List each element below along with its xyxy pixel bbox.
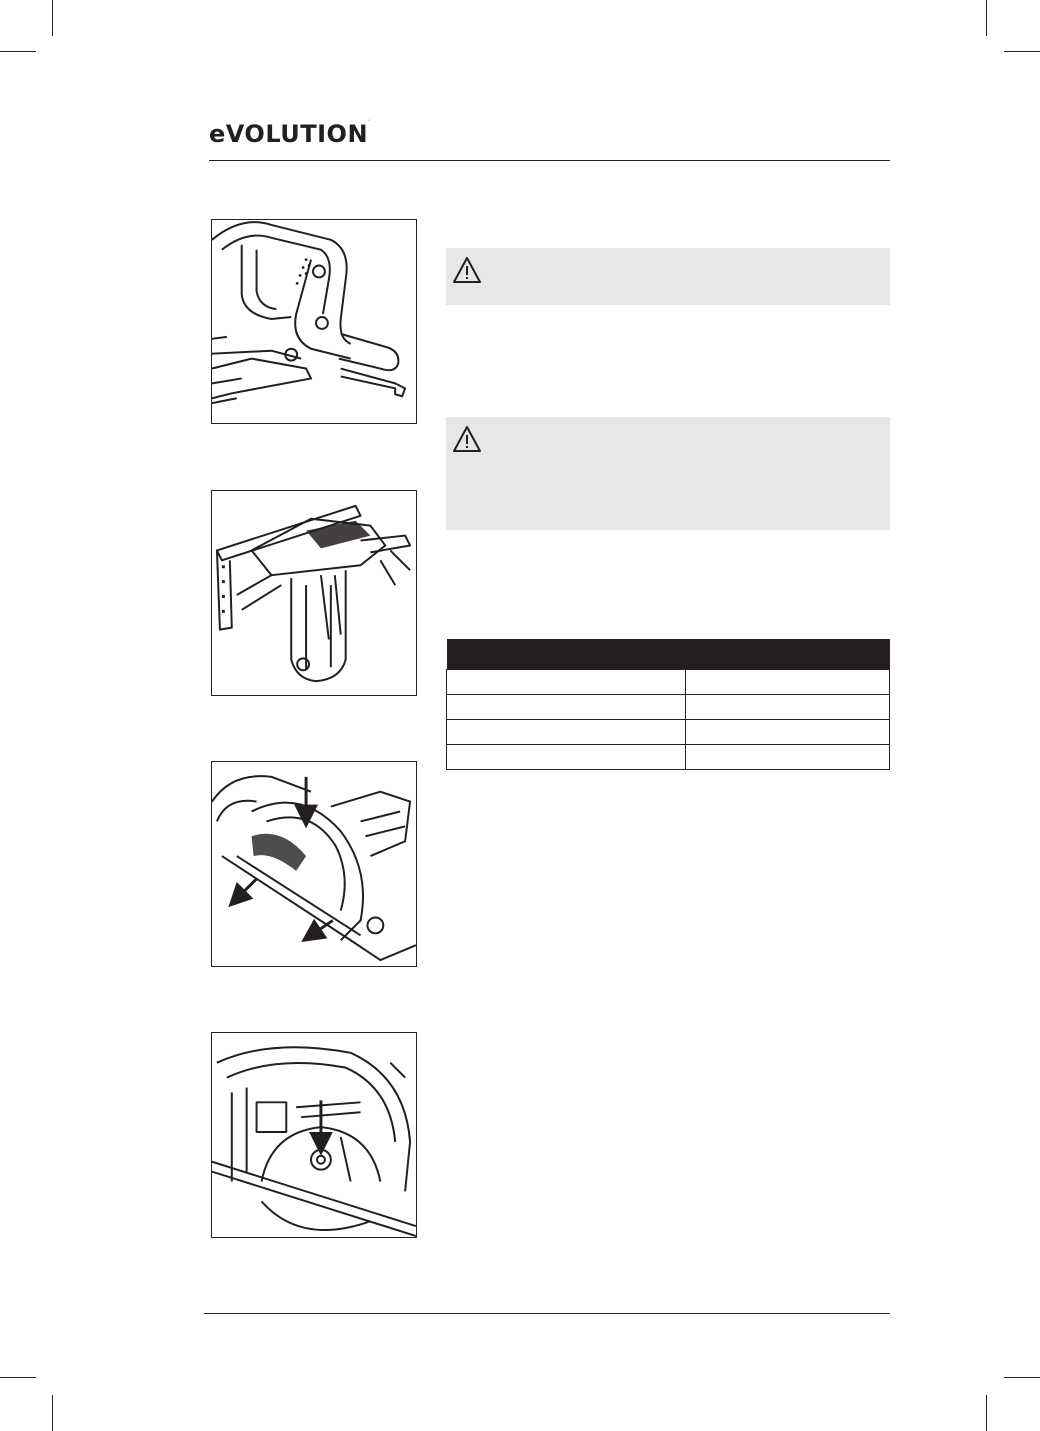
table-row [447,695,890,720]
table-row [447,670,890,695]
crop-mark [52,0,53,36]
logo-text: eVOLUTION [209,120,369,148]
header-rule [209,160,890,161]
table-header-cell [447,639,686,670]
crop-mark [0,1377,36,1378]
crop-mark [52,1395,53,1431]
crop-mark [1004,1377,1040,1378]
table-cell [686,745,890,770]
footer-rule [204,1313,890,1314]
table-row [447,745,890,770]
warning-triangle-icon [452,425,482,453]
warning-box [446,417,890,530]
figure-saw-front-view [211,490,417,696]
evolution-logo [209,117,369,151]
figure-saw-guard-release [211,761,417,967]
warning-box [446,248,890,305]
crop-mark [1004,51,1040,52]
crop-mark [986,0,987,36]
table-row [447,720,890,745]
logo-trademark: · [368,117,371,124]
table-header-row [447,639,890,670]
figure-blade-spindle [211,1032,417,1238]
table-header-cell [686,639,890,670]
table-cell [447,745,686,770]
spec-table [446,639,890,770]
warning-triangle-icon [452,256,482,284]
table-cell [686,670,890,695]
table-cell [447,695,686,720]
saw-front-illustration [212,491,416,695]
handle-hex-key-illustration [212,220,416,423]
table-cell [686,720,890,745]
saw-guard-illustration [212,762,416,966]
crop-mark [986,1395,987,1431]
figure-handle-hex-key [211,219,417,424]
table-cell [686,695,890,720]
table-cell [447,720,686,745]
table-cell [447,670,686,695]
crop-mark [0,51,36,52]
blade-spindle-illustration [212,1033,416,1237]
